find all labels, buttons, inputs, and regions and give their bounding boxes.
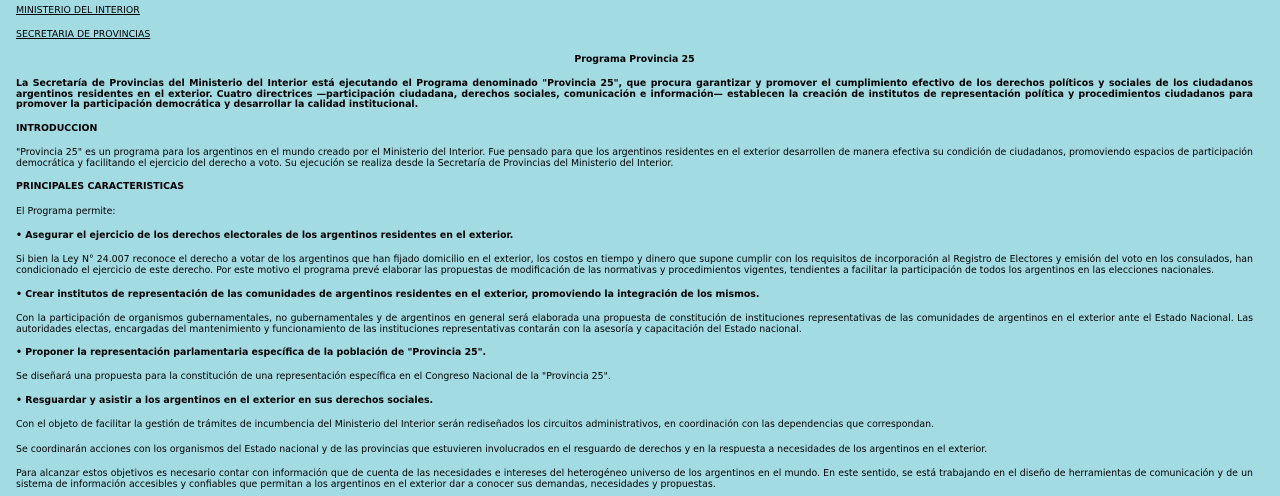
caracteristicas-heading: PRINCIPALES CARACTERISTICAS xyxy=(16,181,184,192)
item-text: Si bien la Ley N° 24.007 reconoce el derecho a votar de los argentinos que han fijado domicilio en el exterior, los costos en tiempo y dinero que supone cumplir con los requisitos de incorporación al Registro de Electores y emisión del voto en los consulados, han condicionado el ejercicio de este derecho. Por este motivo el programa prevé elaborar las propuestas de modificación de las normativas y procedimientos vigentes, tendientes a facilitar la participación de todos los argentinos en las elecciones nacionales. xyxy=(16,254,1253,276)
ministry-link[interactable]: MINISTERIO DEL INTERIOR xyxy=(16,5,140,16)
introduccion-text: "Provincia 25" es un programa para los argentinos en el mundo creado por el Ministerio del Interior. Fue pensado para que los argentinos residentes en el exterior desarrollen de manera efectiva su condición de ciudadanos, promoviendo espacios de participación democrática y facilitando el ejercicio del derecho a voto. Su ejecución se realiza desde la Secretaría de Provincias del Ministerio del Interior. xyxy=(16,147,1253,169)
item-text: Se diseñará una propuesta para la constitución de una representación específica en el Congreso Nacional de la "Provincia 25". xyxy=(16,371,611,382)
page-title: Programa Provincia 25 xyxy=(574,54,695,65)
introduccion-heading: INTRODUCCION xyxy=(16,123,98,134)
item-title: • Asegurar el ejercicio de los derechos electorales de los argentinos residentes en el exterior. xyxy=(16,230,514,241)
item-title: • Resguardar y asistir a los argentinos en el exterior en sus derechos sociales. xyxy=(16,395,434,406)
item-text: Con el objeto de facilitar la gestión de trámites de incumbencia del Ministerio del Interior serán rediseñados los circuitos administrativos, en coordinación con las dependencias que correspondan. xyxy=(16,419,935,430)
caracteristicas-lead: El Programa permite: xyxy=(16,206,116,217)
item-text: Se coordinarán acciones con los organismos del Estado nacional y de las provincias que estuvieren involucrados en el resguardo de derechos y en la respuesta a necesidades de los argentinos en el exterior. xyxy=(16,444,988,455)
item-text: Con la participación de organismos gubernamentales, no gubernamentales y de argentinos en general será elaborada una propuesta de constitución de instituciones representativas de las comunidades de argentinos en el exterior ante el Estado Nacional. Las autoridades electas, encargadas del mantenimiento y funcionamiento de las instituciones representativas contarán con la asesoría y capacitación del Estado nacional. xyxy=(16,313,1253,335)
secretariat-link[interactable]: SECRETARIA DE PROVINCIAS xyxy=(16,29,151,40)
item-text: Para alcanzar estos objetivos es necesario contar con información que de cuenta de las necesidades e intereses del heterogéneo universo de los argentinos en el mundo. En este sentido, se está trabajando en el diseño de herramientas de comunicación y de un sistema de información accesibles y confiables que permitan a los argentinos en el exterior dar a conocer sus demandas, necesidades y propuestas. xyxy=(16,468,1253,490)
intro-paragraph: La Secretaría de Provincias del Ministerio del Interior está ejecutando el Programa denominado "Provincia 25", que procura garantizar y promover el cumplimiento efectivo de los derechos políticos y sociales de los ciudadanos argentinos residentes en el exterior. Cuatro directrices —participación ciudadana, derechos sociales, comunicación e información— establecen la creación de institutos de representación política y procedimientos ciudadanos para promover la participación democrática y desarrollar la calidad institucional. xyxy=(16,78,1253,110)
item-title: • Proponer la representación parlamentaria específica de la población de "Provincia 25". xyxy=(16,347,487,358)
item-title: • Crear institutos de representación de las comunidades de argentinos residentes en el exterior, promoviendo la integración de los mismos. xyxy=(16,289,760,300)
